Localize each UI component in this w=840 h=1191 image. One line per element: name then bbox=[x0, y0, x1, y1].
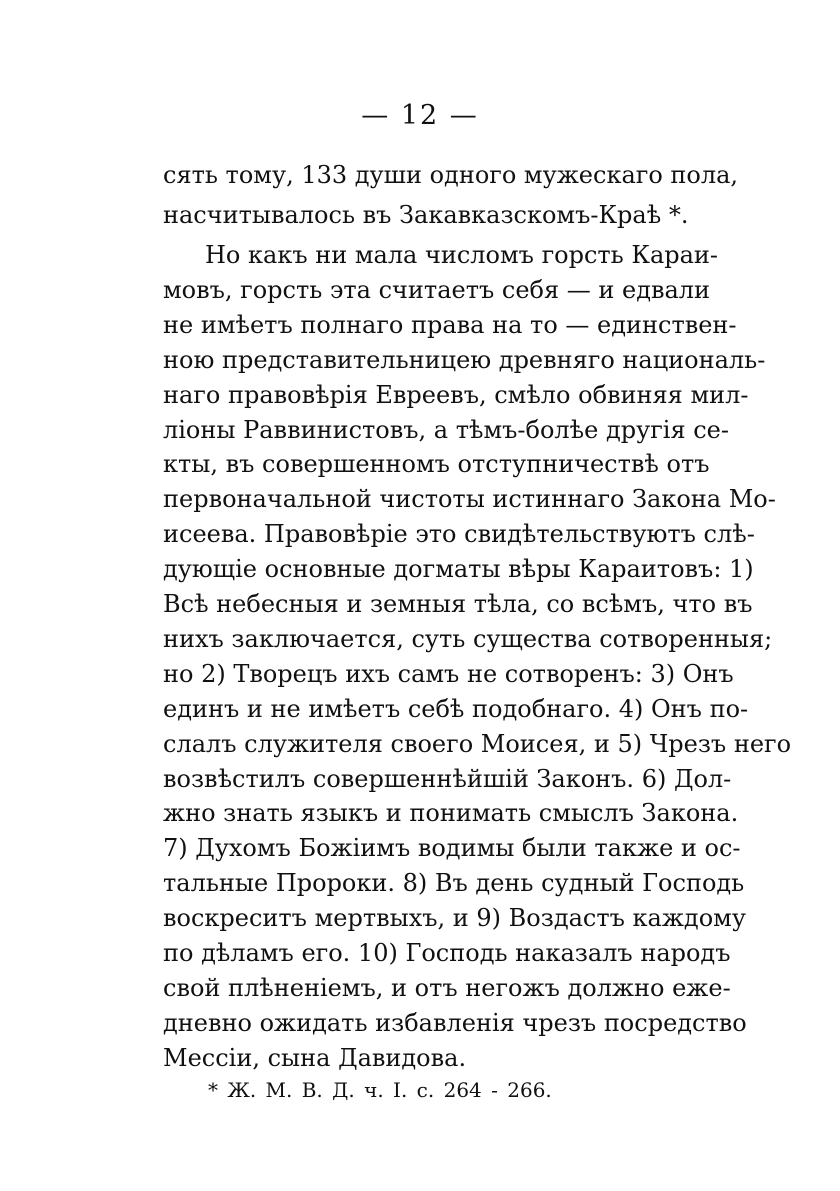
text-line: ною представительницею древняго националь- bbox=[163, 345, 766, 374]
text-line: наго правовѣрія Евреевъ, смѣло обвиняя мил- bbox=[163, 380, 749, 409]
text-line: нихъ заключается, суть существа сотворенныя; bbox=[163, 624, 773, 653]
page-number: — 12 — bbox=[361, 100, 479, 131]
text-line: первоначальной чистоты истиннаго Закона Мо- bbox=[163, 485, 776, 514]
text-line: не имѣетъ полнаго права на то — единствен- bbox=[163, 310, 737, 339]
text-line: по дѣламъ его. 10) Господь наказалъ народъ bbox=[163, 939, 731, 967]
footnote: * Ж. М. В. Д. ч. I. с. 264 - 266. bbox=[208, 1078, 552, 1102]
text-line: мовъ, горсть эта считаетъ себя — и едвали bbox=[163, 275, 711, 304]
text-line: но 2) Творецъ ихъ самъ не сотворенъ: 3) Онъ bbox=[163, 659, 734, 688]
text-line: исеева. Правовѣріе это свидѣтельствуютъ слѣ- bbox=[163, 520, 755, 549]
text-line: кты, въ совершенномъ отступничествѣ отъ bbox=[163, 450, 710, 479]
text-line: воскреситъ мертвыхъ, и 9) Воздастъ каждому bbox=[163, 904, 746, 933]
text-line: ліоны Раввинистовъ, а тѣмъ-болѣе другія се- bbox=[163, 415, 729, 444]
text-line: насчитывалось въ Закавказскомъ-Краѣ *. bbox=[163, 201, 689, 229]
text-line: единъ и не имѣетъ себѣ подобнаго. 4) Онъ по- bbox=[163, 694, 749, 723]
text-line: дневно ожидать избавленія чрезъ посредство bbox=[163, 1008, 747, 1037]
text-line: Мессіи, сына Давидова. bbox=[163, 1043, 467, 1072]
text-line: тальные Пророки. 8) Въ день судный Господь bbox=[163, 869, 745, 898]
text-line: дующіе основные догматы вѣры Караитовъ: 1) bbox=[163, 555, 754, 584]
text-line: жно знать языкъ и понимать смыслъ Закона. bbox=[163, 799, 739, 828]
text-line: Но какъ ни мала числомъ горсть Караи- bbox=[205, 241, 719, 269]
text-line: 7) Духомъ Божіимъ водимы были также и ос- bbox=[163, 834, 741, 863]
text-line: слалъ служителя своего Моисея, и 5) Чрезъ него bbox=[163, 729, 792, 758]
text-line: сять тому, 133 души одного мужескаго пола, bbox=[163, 161, 739, 189]
text-line: возвѣстилъ совершеннѣйшій Законъ. 6) Дол- bbox=[163, 764, 732, 793]
text-line: свой плѣненіемъ, и отъ негожъ должно еже- bbox=[163, 973, 731, 1002]
text-line: Всѣ небесныя и земныя тѣла, со всѣмъ, что въ bbox=[163, 590, 753, 618]
